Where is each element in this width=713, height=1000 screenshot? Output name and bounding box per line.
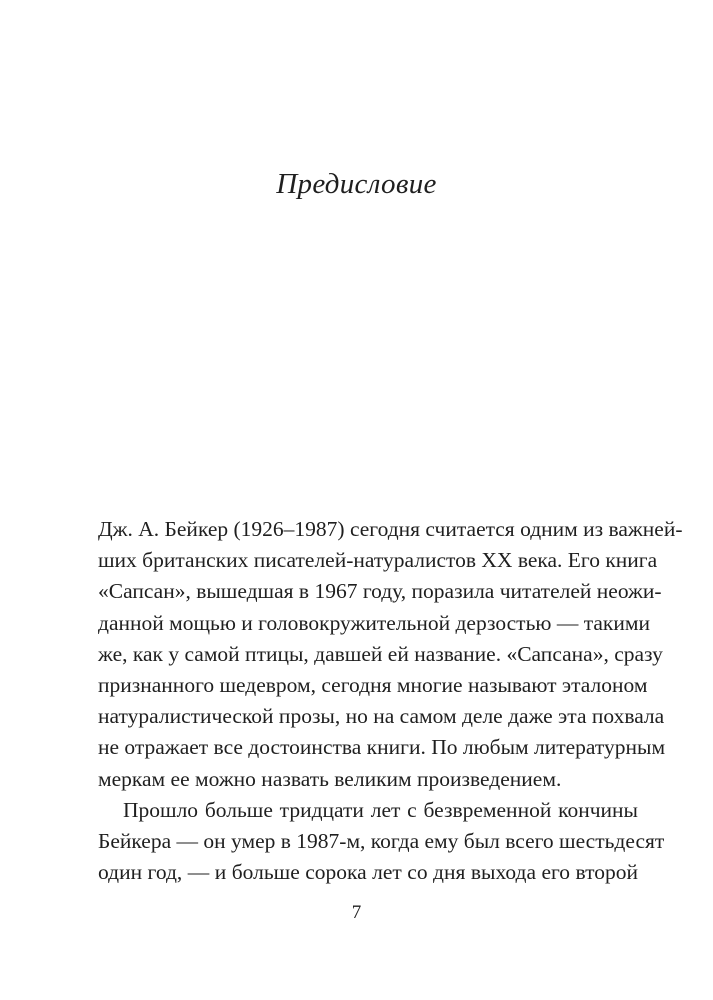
text-line: не отражает все достоинства книги. По любым литературным <box>98 735 666 760</box>
text-line: признанного шедевром, сегодня многие называют эталоном <box>98 672 648 697</box>
page-number: 7 <box>351 902 362 923</box>
text-line: Прошло больше тридцати лет с безвременной кончины <box>123 797 638 822</box>
chapter-title: Предисловие <box>276 168 437 200</box>
text-line: данной мощью и головокружительной дерзостью — такими <box>98 610 650 635</box>
text-line: Дж. А. Бейкер (1926–1987) сегодня считается одним из важней- <box>98 517 683 541</box>
text-line: «Сапсан», вышедшая в 1967 году, поразила читателей неожи- <box>98 579 662 604</box>
text-line: же, как у самой птицы, давшей ей название. «Сапсана», сразу <box>98 641 663 666</box>
text-line: натуралистической прозы, но на самом деле даже эта похвала <box>98 704 665 729</box>
body-text <box>98 514 683 888</box>
text-line: меркам ее можно назвать великим произведением. <box>98 766 562 791</box>
text-line: один год, — и больше сорока лет со дня выхода его второй <box>98 860 638 885</box>
text-line: ших британских писателей-натуралистов XX века. Его книга <box>98 548 658 573</box>
text-line: Бейкера — он умер в 1987-м, когда ему был всего шестьдесят <box>98 828 665 853</box>
